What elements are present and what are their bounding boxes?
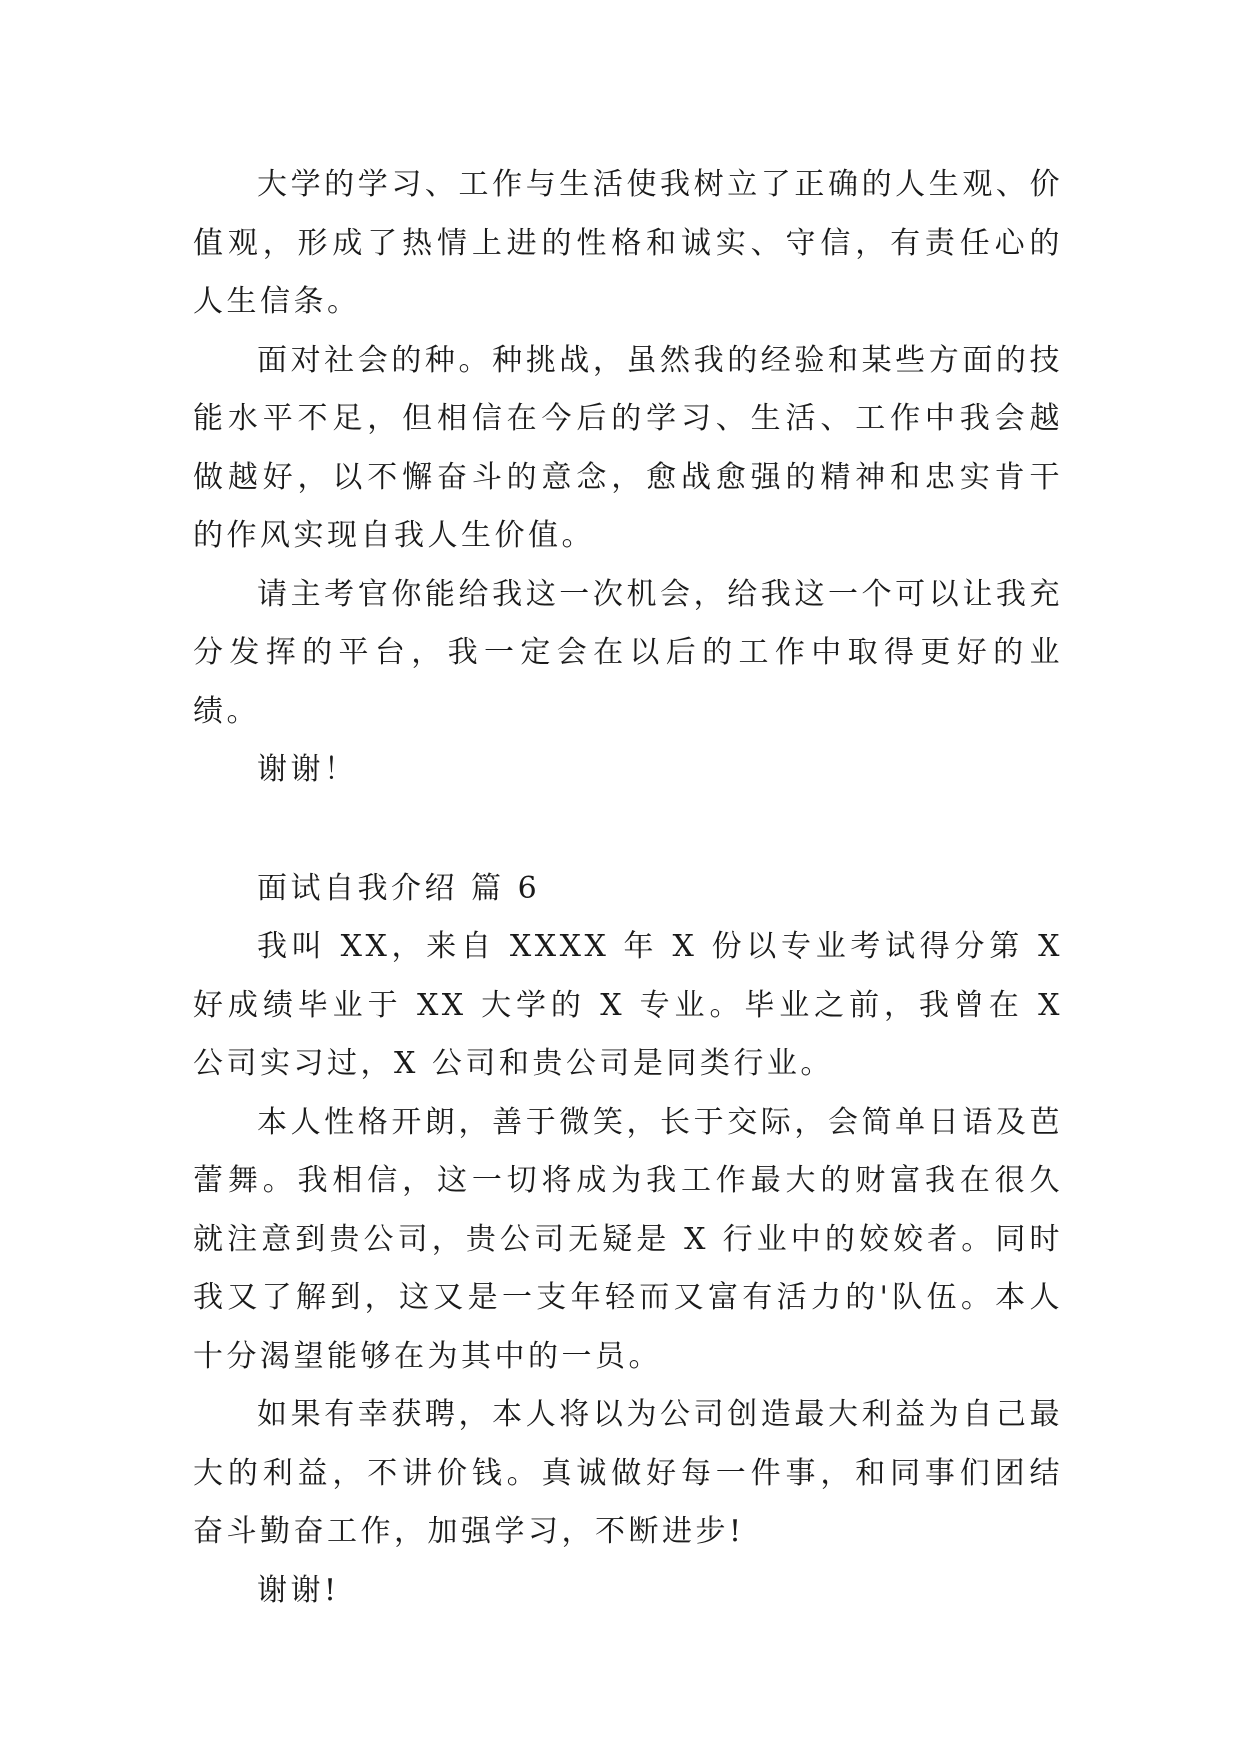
document-body bbox=[193, 156, 1063, 1620]
thanks-line: 谢谢！ bbox=[257, 752, 358, 787]
paragraph: 大学的学习、工作与生活使我树立了正确的人生观、价值观，形成了热情上进的性格和诚实、守信，有责任心的人生信条。 bbox=[193, 167, 1063, 319]
paragraph: 如果有幸获聘，本人将以为公司创造最大利益为自己最大的利益，不讲价钱。真诚做好每一件事，和同事们团结奋斗勤奋工作，加强学习，不断进步! bbox=[193, 1397, 1063, 1549]
section-title: 面试自我介绍 篇 6 bbox=[257, 870, 541, 906]
paragraph: 本人性格开朗，善于微笑，长于交际，会简单日语及芭蕾舞。我相信，这一切将成为我工作最大的财富我在很久就注意到贵公司，贵公司无疑是 X 行业中的姣姣者。同时我又了解到，这又是一支年轻而又富有活力的'队伍。本人十分渴望能够在为其中的一员。 bbox=[193, 1104, 1063, 1374]
paragraph: 面对社会的种。种挑战，虽然我的经验和某些方面的技能水平不足，但相信在今后的学习、生活、工作中我会越做越好，以不懈奋斗的意念，愈战愈强的精神和忠实肯干的作风实现自我人生价值。 bbox=[193, 342, 1063, 553]
paragraph: 我叫 XX，来自 XXXX 年 X 份以专业考试得分第 X 好成绩毕业于 XX 大学的 X 专业。毕业之前，我曾在 X 公司实习过，X 公司和贵公司是同类行业。 bbox=[193, 929, 1063, 1081]
thanks-line: 谢谢! bbox=[257, 1572, 340, 1608]
paragraph: 请主考官你能给我这一次机会，给我这一个可以让我充分发挥的平台，我一定会在以后的工作中取得更好的业绩。 bbox=[193, 576, 1063, 729]
